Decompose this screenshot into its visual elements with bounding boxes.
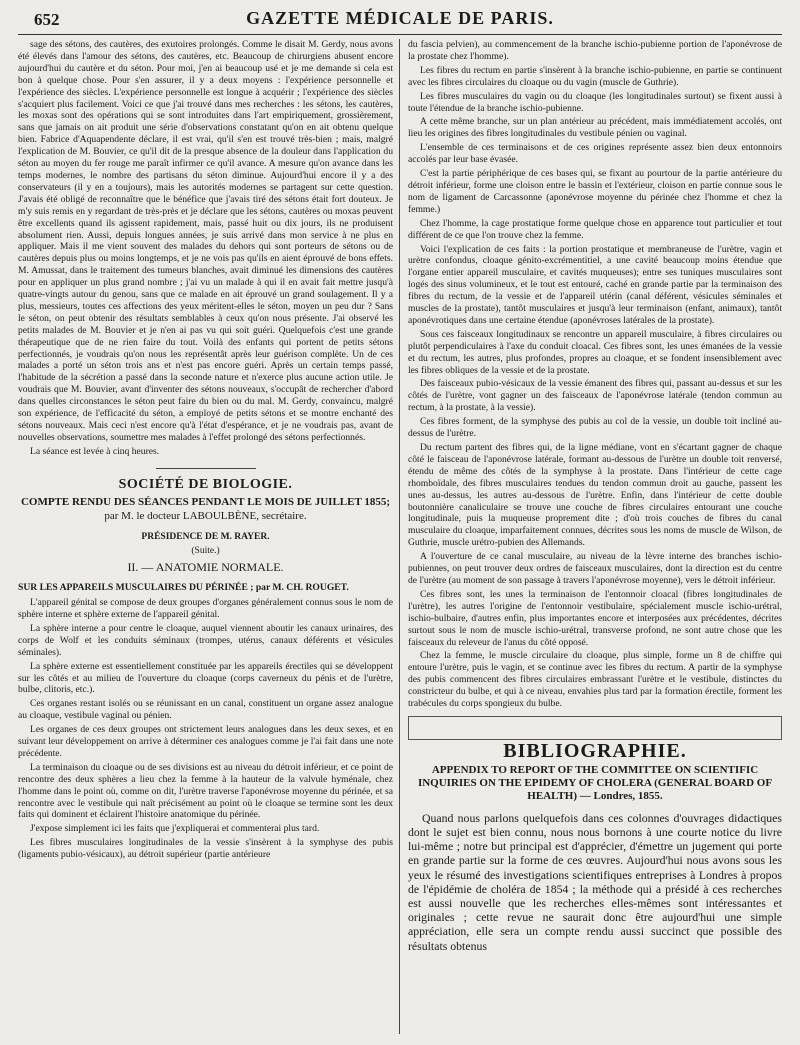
compte-rendu-author: par M. le docteur LABOULBÈNE, secrétaire. <box>104 509 307 522</box>
paragraph: A l'ouverture de ce canal musculaire, au niveau de la lèvre interne des branches ischio-pubiennes, on peut trouver deux ordres de faisceaux musculaires, dont la direction est du centre de l'urètre (au moment de son passage à travers l'aponévrose moyenne), vers le détroit inférieur. <box>408 551 782 586</box>
paragraph: Des faisceaux pubio-vésicaux de la vessie émanent des fibres qui, passant au-dessus et sur les côtés de l'urètre, vont gagner un des faisceaux de l'aponévrose latérale (tendon commun au rectum, à la prostate, à la vessie). <box>408 378 782 414</box>
paragraph: Les fibres musculaires du vagin ou du cloaque (les longitudinales surtout) se fixent aussi à toute l'étendue de la branche ischio-pubienne. <box>408 90 782 114</box>
paragraph: Du rectum partent des fibres qui, de la ligne médiane, vont en s'écartant gagner de chaque côté le faisceau de l'aponévrose latérale, formant au-dessous de l'urètre un double toit renversé, étendu de même des côtés de la symphyse à la prostate. Dans l'intérieur de cette cage rhomboïdale, des fibres musculaires tendues du tendon commun droit au gauche, passent les unes au-dessus, les autres au-dessous de l'urètre. Enfin, dans l'intérieur de cette double boutonnière canaliculaire se trouve une couche de fibres circulaires entourant une couche longitudinale, puis la muqueuse proprement dite ; d'où trois couches de fibres du canal musculaire du cloaque, imparfaitement connues, décrites sous les noms de muscle de Wilson, de Guthrie, muscle urétro-pubien des Allemands. <box>408 442 782 549</box>
paragraph: Voici l'explication de ces faits : la portion prostatique et membraneuse de l'urètre, vagin et urètre confondus, cloaque génito-excrémentitiel, a une cavité beaucoup moins étendue que l'organe entier appareil musculaire, et cavités muqueuses); entre ses tuniques musculaires sont logés des sinus volumineux, et le tout est entouré, caché en grande partie par la terminaison des fibres du rectum, de la vessie et de l'appareil utérin (canal déférent, vésicules séminales et muscles de la prostate), tantôt musculaires et jusqu'à leur terminaison (enfant, animaux), tantôt aponévrotiques dans une certaine étendue (aponévroses latérales de la prostate). <box>408 243 782 326</box>
paragraph: Chez la femme, le muscle circulaire du cloaque, plus simple, forme un 8 de chiffre qui entoure l'urètre, puis le vagin, et se continue avec les fibres du rectum. A partir de la symphyse des pubis commencent des fibres circulaires embrassant l'urètre et le vestibule, distinctes du constricteur du bulbe, et qui à ce niveau, envahies plus tard par la formation érectile, forment les trabécules du corps spongieux du bulbe. <box>408 650 782 710</box>
presidence-heading: PRÉSIDENCE DE M. RAYER. <box>141 532 270 543</box>
bibliographie-text <box>408 811 782 953</box>
columns <box>18 39 782 1034</box>
paragraph: Les fibres musculaires longitudinales de la vessie s'insèrent à la symphyse des pubis (ligaments pubio-vésicaux), au détroit supérieur (partie antérieure <box>18 837 393 861</box>
paragraph: La terminaison du cloaque ou de ses divisions est au niveau du détroit inférieur, et ce point de rencontre des deux sphères a lieu chez la femme à la hauteur de la valvule hyménale, chez l'homme dans le point où, comme on dit, l'urètre traverse l'aponévrose moyenne du périnée, et sa rencontre avec le vestibule qui naît précisément au point où le cloaque se termine sont les deux faits qui dominent et éclairent l'histoire anatomique du périnée. <box>18 761 393 821</box>
paragraph: A cette même branche, sur un plan antérieur au précédent, mais immédiatement accolés, ont lieu les origines des fibres longitudinales du vestibule pénien ou vaginal. <box>408 116 782 140</box>
blank-frame <box>408 716 782 740</box>
section-heading: II. — ANATOMIE NORMALE. <box>127 560 284 575</box>
paragraph: sage des sétons, des cautères, des exutoires prolongés. Comme le disait M. Gerdy, nous avons été élevés dans l'amour des sétons, des cautères, etc. Beaucoup de chirurgiens abusent encore aujourd'hui du cautère et du séton. Pour moi, j'en ai beaucoup usé et je me demande si cela est bon à quelque chose. Pour s'en assurer, il y a deux moyens : l'expérience personnelle et l'expérience des siècles. L'expérience personnelle est longue à acquérir ; l'expérience des siècles s'acquiert plus facilement. Voici ce que j'ai trouvé dans mes recherches : les sétons, les cautères, les moxas sont des opérations qui se sont introduites dans l'art empiriquement, grossièrement, sans que jamais on ait produit une série d'observations constatant qu'on en ait obtenu quelque bien. Fabrice d'Aquapendente déclare, il est vrai, qu'il s'en est trouvé très-bien ; mais, malgré l'explication de M. Bouvier, ce qu'il dit de la presque absence de la douleur dans l'application du séton au moyen du fer rouge me paraît infirmer ce qu'il avance. A mesure qu'on avance dans les temps modernes, le nombre des partisans du séton diminue. Aujourd'hui encore il y a des conservateurs (il y en a toujours), mais les autorités modernes se partagent sur cette question. J'avais été obligé de reconnaître que le bénéfice que j'avais tiré des sétons était fort douteux. Je m'y suis remis en y regardant de très-près et je déclare que les sétons, cautères ou moxas peuvent être excellents quand ils agissent rapidement, mais, passé huit ou dix jours, ils ne produisent absolument rien. Aussi, depuis longues années, je suis arrivé dans mon service à ne plus en appliquer. Mais il me vient souvent des malades du dehors qui sont porteurs de sétons ou de cautères depuis plus ou moins longtemps, et je ne vois pas qu'ils en aient éprouvé de bons effets. M. Amussat, dans le traitement des tumeurs blanches, avait diminué les dimensions des cautères pour en appliquer un plus grand nombre ; j'ai vu un malade à qui il en avait fait mettre jusqu'à quatre-vingts autour du genou, sans que ce malade en ait éprouvé un grand soulagement. Il y a plus, messieurs, toutes ces affections des yeux méritent-elles le séton, moyen un peu dur ? Sans le séton, on peut obtenir des résultats semblables à ceux qu'on nous présente. J'ai observé les petits malades de M. Bouvier et je n'en ai pas vu qui soit guéri. Quelquefois c'est une grande thérapeutique que de ne rien faire du tout. Voilà des enfants qui portent de petits sétons perfectionnés, je voudrais qu'on nous les représentât après leur guérison complète. Un de ces malades a porté un séton trois ans et n'est pas encore guéri. Après un certain temps passé, l'habitude de la sécrétion a passé dans la seconde nature et n'exerce plus aucune action utile. Je voudrais que M. Bouvier, avant d'inventer des sétons nouveaux, s'occupât de rechercher d'abord dans quelles circonstances le séton peut faire du bien ou du mal. M. Gerdy, convaincu, malgré son expérience, de l'efficacité du séton, a employé de petits sétons et se montre enchanté des sétons nouveaux. Mais ceci n'est encore qu'à l'état d'espérance, et je ne voudrais pas, avant de nouvelles observations, soumettre mes malades à l'effet prolongé des sétons perfectionnés. <box>18 39 393 443</box>
page-header <box>18 8 782 35</box>
paragraph: L'appareil génital se compose de deux groupes d'organes généralement connus sous le nom de sphère interne et sphère externe de l'appareil génital. <box>18 597 393 620</box>
paragraph: La sphère externe est essentiellement constituée par les appareils érectiles qui se développent sur les côtés et au milieu de l'ouverture du cloaque (corps caverneux du pénis et de l'urètre, bulbe, clitoris, etc.). <box>18 660 393 696</box>
paragraph: Les organes de ces deux groupes ont strictement leurs analogues dans les deux sexes, et en suivant leur développement on arrive à déterminer ces analogues comme je l'ai fait dans une note précédente. <box>18 724 393 759</box>
appendix-title: APPENDIX TO REPORT OF THE COMMITTEE ON SCIENTIFIC INQUIRIES ON THE EPIDEMY OF CHOLERA (GENERAL BOARD OF HEALTH) — Londres, 1855. <box>417 763 773 802</box>
divider <box>156 468 256 469</box>
seance-closing: La séance est levée à cinq heures. <box>30 445 160 457</box>
paragraph: C'est la partie périphérique de ces bases qui, se fixant au pourtour de la partie antérieure du détroit inférieur, forme une cloison entre le bassin et l'extérieur, cloison en partie connue sous le nom de ligament de Carcassonne (aponévrose moyenne du périnée chez l'homme et chez la femme.) <box>408 168 782 215</box>
bibliographie-title: BIBLIOGRAPHIE. <box>503 739 687 762</box>
paragraph: La sphère interne a pour centre le cloaque, auquel viennent aboutir les canaux urinaires, des corps de Wolf et les conduits séminaux (trompes, utérus, canaux déférents et vésicules séminales). <box>18 622 393 658</box>
suite-label: (Suite.) <box>191 546 220 557</box>
paragraph: Ces organes restant isolés ou se réunissant en un canal, constituent un organe assez analogue au cloaque, vestibule vaginal ou pénien. <box>18 698 393 722</box>
paragraph: Les fibres du rectum en partie s'insèrent à la branche ischio-pubienne, en partie se continuent avec les fibres circulaires du cloaque ou du vagin (muscle de Guthrie). <box>408 64 782 88</box>
paragraph: J'expose simplement ici les faits que j'expliquerai et commenterai plus tard. <box>30 823 320 835</box>
paragraph: Quand nous parlons quelquefois dans ces colonnes d'ouvrages didactiques dont le sujet est bien connu, nous nous bornons à une courte notice du livre lui-même ; notre but principal est d'apprécier, d'émettre un jugement qui porte en grande partie sur la forme de ces œuvres. Aujourd'hui nous avons sous les yeux le résumé des investigations scientifiques entreprises à Londres à propos de l'épidémie de choléra de 1854 ; la méthode qui a présidé à ces recherches est aussi nouvelle que les recherches elles-mêmes sont intéressantes et originales ; cette revue ne saurait donc être aujourd'hui une simple appréciation, elle sera un compte rendu aussi succinct que possible des résultats obtenus <box>408 810 782 953</box>
paragraph: Ces fibres sont, les unes la terminaison de l'entonnoir cloacal (fibres longitudinales de l'urètre), les autres l'origine de l'entonnoir vestibulaire, spécialement muscle ischio-urétral, ischio-bulbaire, d'autres enfin, plus importantes encore et interposées aux précédentes, décrites surtout sous le nom de muscle ischio-urétral, transverse profond, ne sont autre chose que les faisceaux du releveur de l'anus du côté opposé. <box>408 588 782 648</box>
compte-rendu-heading: COMPTE RENDU DES SÉANCES PENDANT LE MOIS DE JUILLET 1855; <box>20 495 391 508</box>
paragraph: Ces fibres forment, de la symphyse des pubis au col de la vessie, un double toit incliné au-dessus de l'urètre. <box>408 416 782 440</box>
paragraph: du fascia pelvien), au commencement de la branche ischio-pubienne portion de l'aponévrose de la prostate chez l'homme). <box>408 39 782 62</box>
paragraph: Sous ces faisceaux longitudinaux se rencontre un appareil musculaire, à fibres circulaires ou plutôt perpendiculaires à l'axe du conduit cloacal. Ces fibres sont, les unes émanées de la vessie et du rectum, les autres, plus profondes, propres au cloaque, et se fondent insensiblement avec les fibres obliques de la vessie et de la prostate. <box>408 328 782 376</box>
society-title: SOCIÉTÉ DE BIOLOGIE. <box>118 476 293 492</box>
journal-title: GAZETTE MÉDICALE DE PARIS. <box>246 8 554 28</box>
paragraph: Chez l'homme, la cage prostatique forme quelque chose en apparence tout particulier et tout différent de ce que l'on trouve chez la femme. <box>408 217 782 241</box>
page-number: 652 <box>34 10 60 29</box>
left-column <box>18 39 400 1034</box>
article-title: SUR LES APPAREILS MUSCULAIRES DU PÉRINÉE ; par M. CH. ROUGET. <box>18 582 349 594</box>
paragraph: L'ensemble de ces terminaisons et de ces origines représente assez bien deux entonnoirs accolés par leur base évasée. <box>408 142 782 166</box>
right-column <box>400 39 782 1034</box>
